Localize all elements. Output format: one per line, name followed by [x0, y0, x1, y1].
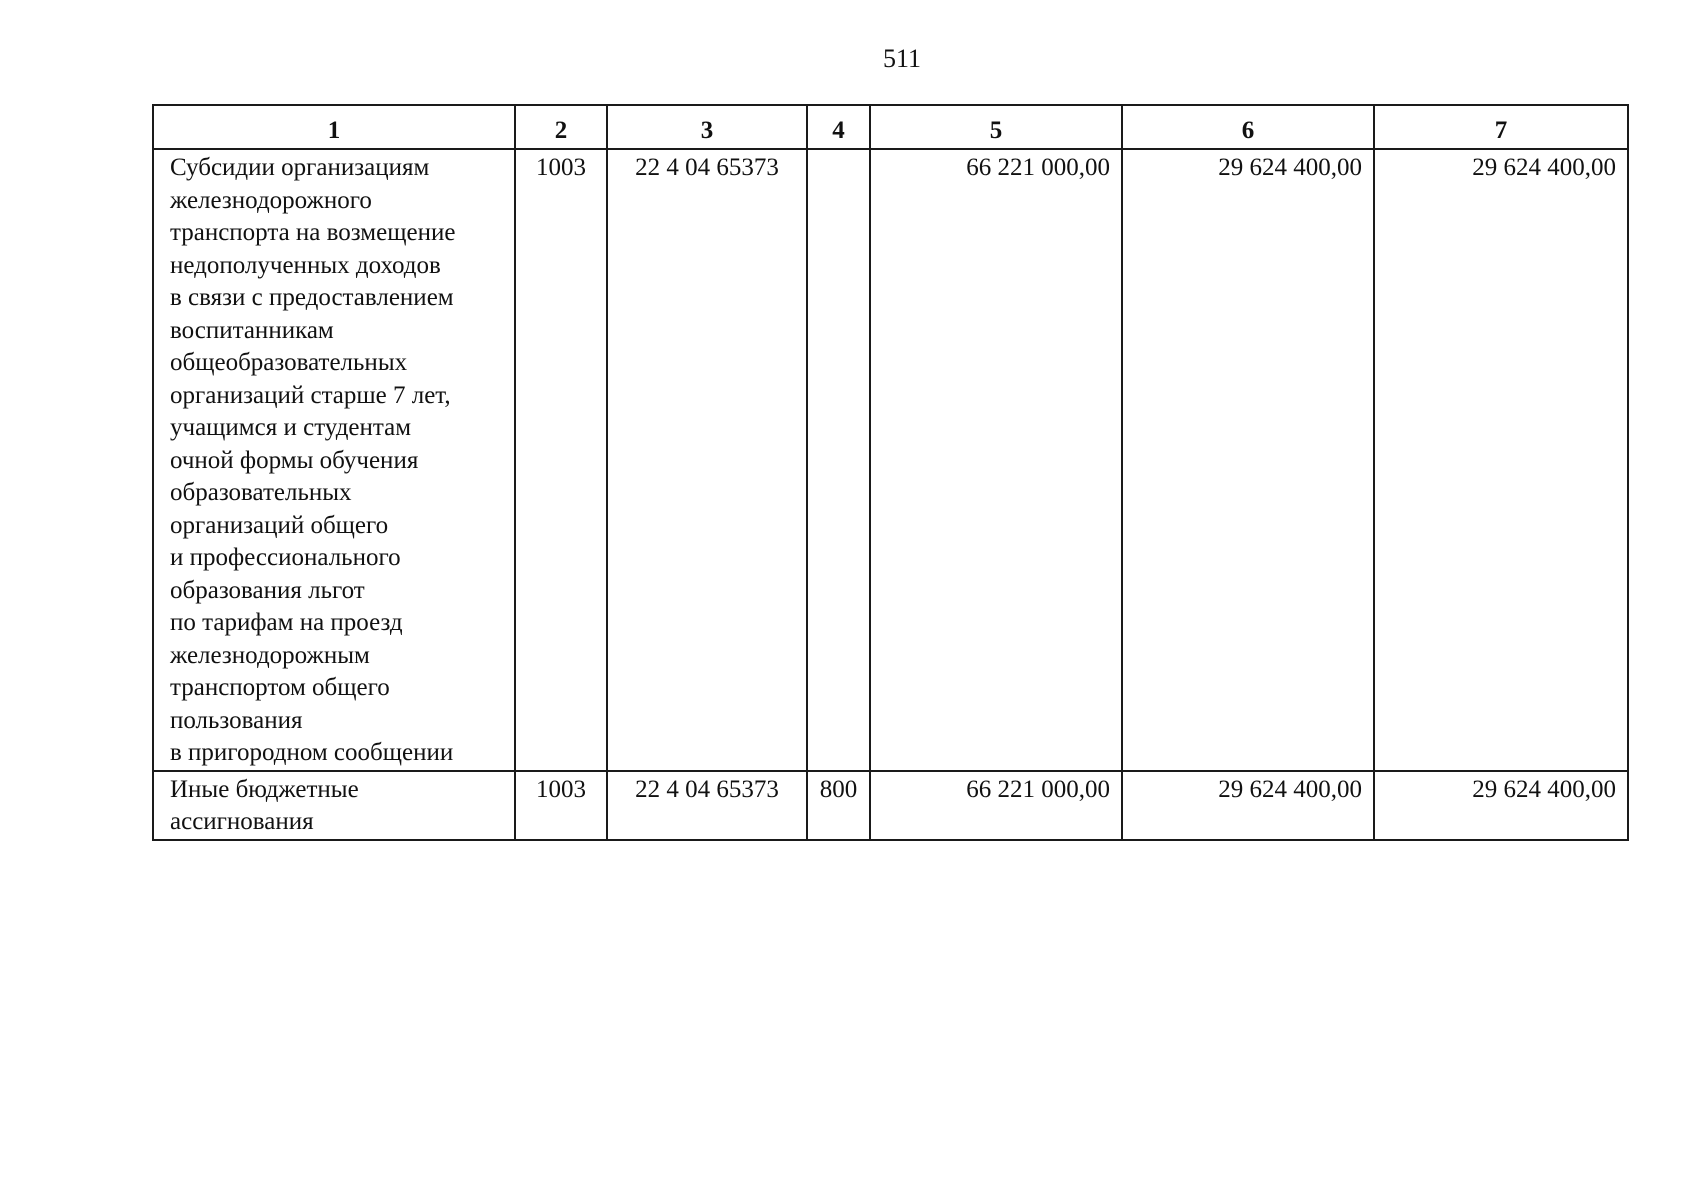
description-line: организаций общего: [170, 511, 389, 539]
row-description: [153, 149, 515, 771]
description-line: организаций старше 7 лет,: [170, 381, 451, 409]
target-article-code: 22 4 04 65373: [607, 771, 807, 840]
header-row: [153, 105, 1628, 149]
table-body: [153, 149, 1628, 840]
section-code: 1003: [515, 149, 607, 771]
budget-table: [152, 104, 1629, 841]
description-line: очной формы обучения: [170, 446, 419, 474]
description-line: ассигнования: [170, 808, 314, 835]
section-code: 1003: [515, 771, 607, 840]
amount-col-6: 29 624 400,00: [1122, 149, 1374, 771]
description-line: железнодорожного: [170, 186, 372, 214]
page-number: 511: [882, 44, 922, 73]
description-line: в пригородном сообщении: [170, 739, 454, 766]
description-line: пользования: [170, 706, 303, 734]
description-line: воспитанникам: [170, 316, 334, 344]
description-line: транспортом общего: [170, 674, 390, 701]
amount-col-6: 29 624 400,00: [1122, 771, 1374, 840]
description-line: учащимся и студентам: [170, 414, 412, 441]
header-col-2: 2: [515, 105, 607, 149]
header-col-3: 3: [607, 105, 807, 149]
description-line: общеобразовательных: [170, 349, 408, 376]
table-row: [153, 771, 1628, 840]
description-line: недополученных доходов: [170, 251, 441, 279]
description-line: железнодорожным: [170, 641, 370, 669]
table-row: [153, 149, 1628, 771]
description-line: Субсидии организациям: [170, 154, 430, 181]
description-line: образовательных: [170, 479, 352, 506]
amount-col-5: 66 221 000,00: [870, 771, 1122, 840]
header-col-7: 7: [1374, 105, 1628, 149]
description-line: транспорта на возмещение: [170, 219, 456, 246]
amount-col-5: 66 221 000,00: [870, 149, 1122, 771]
table-header: [153, 105, 1628, 149]
description-line: по тарифам на проезд: [170, 609, 403, 636]
description-line: в связи с предоставлением: [170, 284, 454, 311]
header-col-1: 1: [153, 105, 515, 149]
description-line: Иные бюджетные: [170, 775, 359, 803]
expense-type-code: 800: [807, 771, 870, 840]
description-line: образования льгот: [170, 576, 365, 604]
amount-col-7: 29 624 400,00: [1374, 149, 1628, 771]
expense-type-code: [807, 149, 870, 771]
header-col-5: 5: [870, 105, 1122, 149]
header-col-4: 4: [807, 105, 870, 149]
header-col-6: 6: [1122, 105, 1374, 149]
target-article-code: 22 4 04 65373: [607, 149, 807, 771]
row-description: [153, 771, 515, 840]
description-line: и профессионального: [170, 544, 401, 571]
amount-col-7: 29 624 400,00: [1374, 771, 1628, 840]
